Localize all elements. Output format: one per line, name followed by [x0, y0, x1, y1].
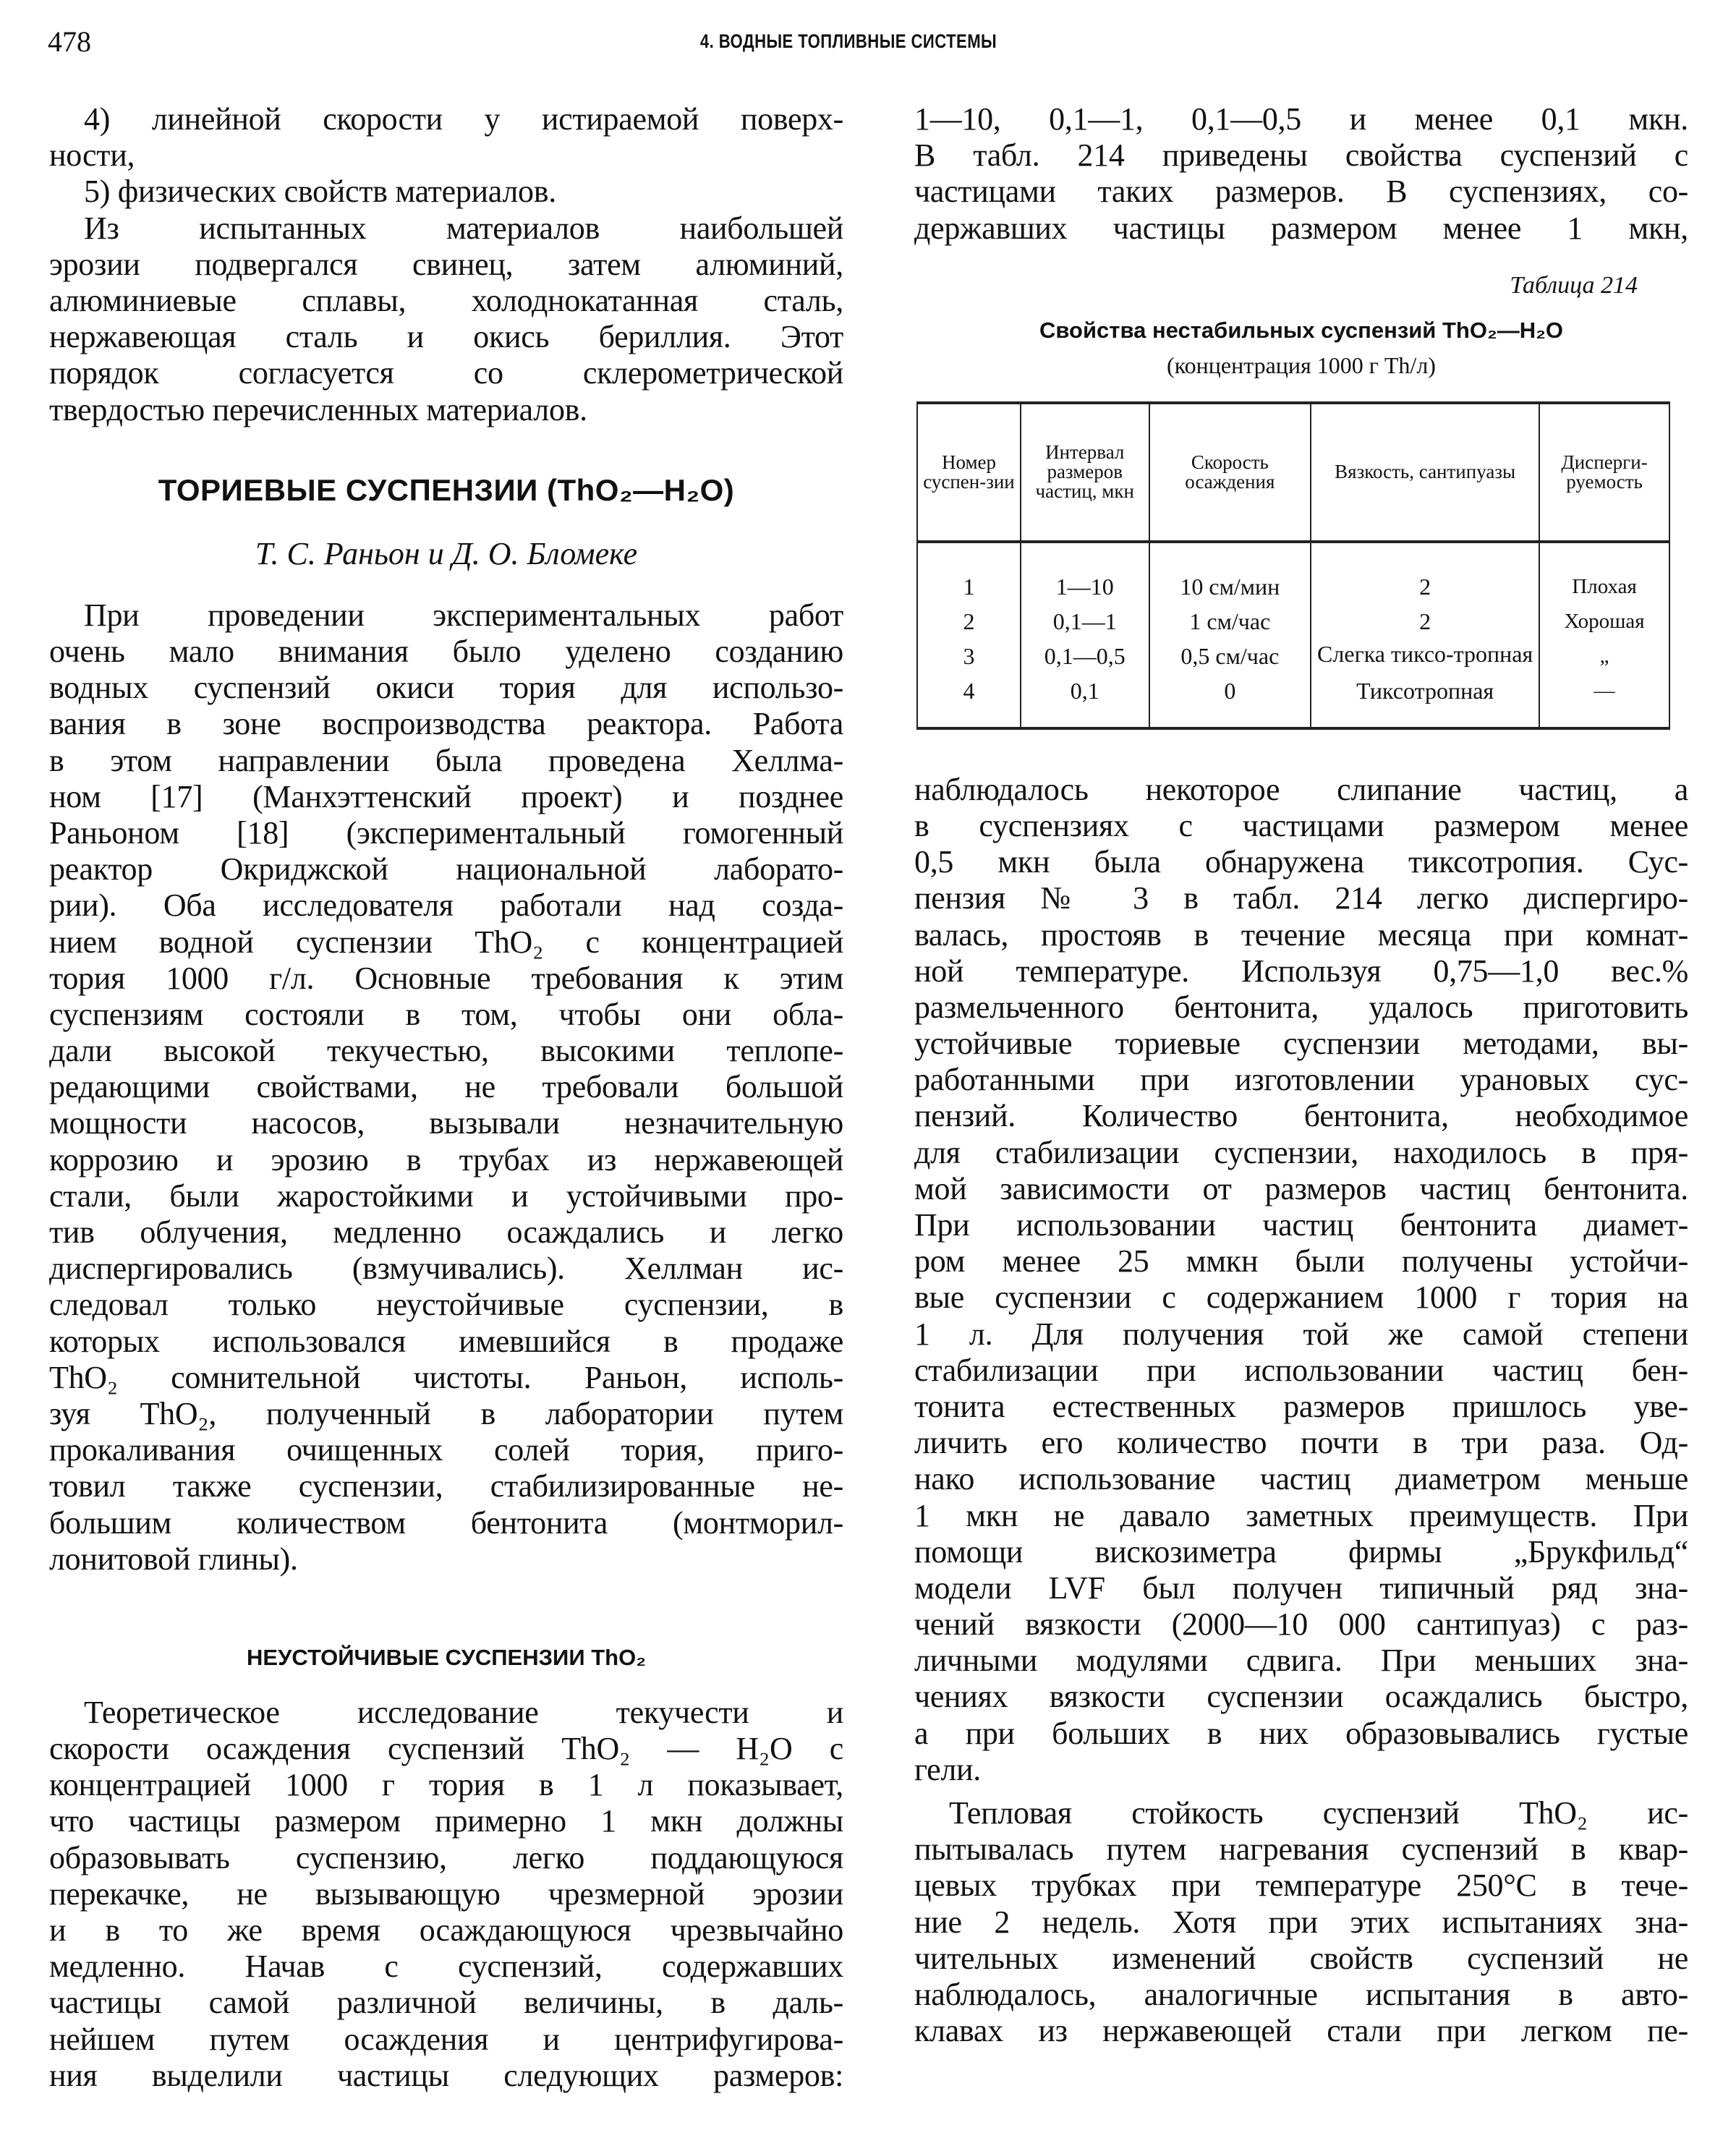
table-title: Свойства нестабильных суспензий ThO₂—H₂O	[1039, 317, 1563, 343]
table-number: Таблица 214	[1510, 271, 1638, 299]
text-line: державших частицы размером менее 1 мкн,	[914, 210, 1688, 246]
text-line: работанными при изготовлении урановых сус-	[914, 1062, 1688, 1098]
text-line: большим количеством бентонита (монтморил-	[49, 1504, 843, 1541]
text-line: стали, были жаростойкими и устойчивыми про-	[49, 1178, 843, 1214]
running-head	[0, 25, 1736, 68]
text-line: нако использование частиц диаметром меньше	[914, 1461, 1688, 1497]
text-line: скорости осаждения суспензий ThO₂ — H₂O с	[49, 1731, 843, 1767]
page-number: 478	[48, 25, 91, 58]
text-line: В табл. 214 приведены свойства суспензий с	[914, 137, 1688, 174]
text-line: гели.	[914, 1751, 982, 1787]
paragraph-intro	[49, 597, 843, 1577]
text-line: чительных изменений свойств суспензий не	[914, 1940, 1688, 1976]
text-line: которых использовался имевшийся в продаже	[49, 1323, 843, 1359]
paragraph-thermal-stability	[914, 1795, 1688, 2049]
paragraph-thixotropy	[914, 772, 1688, 1788]
cell-range: 0,1	[1021, 673, 1149, 728]
text-line: 1 мкн не давало заметных преимуществ. При	[914, 1497, 1688, 1533]
cell-num: 1	[917, 542, 1021, 604]
column-header: Дисперги-руемость	[1539, 403, 1669, 542]
text-line: редающими свойствами, не требовали большой	[49, 1069, 843, 1105]
text-line: частицы самой различной величины, в даль-	[49, 1985, 843, 2021]
cell-viscosity: Тиксотропная	[1311, 673, 1539, 728]
left-column	[49, 101, 843, 2094]
cell-dispersibility: „	[1539, 639, 1669, 673]
text-line: в этом направлении была проведена Хеллма-	[49, 742, 843, 778]
cell-speed: 10 см/мин	[1149, 542, 1311, 604]
text-line: алюминиевые сплавы, холоднокатанная сталь,	[49, 282, 843, 318]
text-line: товил также суспензии, стабилизированные не-	[49, 1468, 843, 1504]
text-line: образовывать суспензию, легко поддающуюся	[49, 1839, 843, 1875]
paragraph-unstable	[49, 1695, 843, 2094]
column-header: Интервал размеров частиц, мкн	[1021, 403, 1149, 542]
text-line: нейшем путем осаждения и центрифугирова-	[49, 2021, 843, 2057]
text-line: модели LVF был получен типичный ряд зна-	[914, 1570, 1688, 1606]
text-line: пензия № 3 в табл. 214 легко диспергиро-	[914, 880, 1688, 916]
chapter-title: 4. ВОДНЫЕ ТОПЛИВНЫЕ СИСТЕМЫ	[699, 30, 997, 52]
authors: Т. С. Раньон и Д. О. Бломеке	[255, 535, 638, 571]
text-line: коррозию и эрозию в трубах из нержавеющей	[49, 1141, 843, 1178]
text-line: помощи вискозиметра фирмы „Брукфильд“	[914, 1533, 1688, 1570]
text-line: нием водной суспензии ThO₂ с концентрацией	[49, 924, 843, 960]
table-header-row	[917, 403, 1669, 542]
subsection-title: НЕУСТОЙЧИВЫЕ СУСПЕНЗИИ ThO₂	[247, 1644, 646, 1670]
section-title: ТОРИЕВЫЕ СУСПЕНЗИИ (ThO₂—H₂O)	[158, 472, 735, 507]
text-line: и в то же время осаждающуюся чрезвычайно	[49, 1912, 843, 1948]
text-line: суспензиям состояли в том, чтобы они обла-	[49, 996, 843, 1032]
text-line: ния выделили частицы следующих размеров:	[49, 2057, 843, 2093]
properties-table	[916, 401, 1670, 730]
text-line: ной температуре. Используя 0,75—1,0 вес.%	[914, 953, 1688, 989]
text-line: эрозии подвергался свинец, затем алюминий,	[49, 246, 843, 282]
text-line: прокаливания очищенных солей тория, приго-	[49, 1432, 843, 1468]
column-header: Скорость осаждения	[1149, 403, 1311, 542]
text-line: тив облучения, медленно осаждались и легко	[49, 1214, 843, 1250]
text-line: зуя ThO₂, полученный в лаборатории путем	[49, 1395, 843, 1431]
text-line: лонитовой глины).	[49, 1541, 298, 1577]
text-line: медленно. Начав с суспензий, содержавших	[49, 1949, 843, 1985]
text-line: водных суспензий окиси тория для использо-	[49, 670, 843, 706]
cell-range: 0,1—1	[1021, 604, 1149, 639]
cell-dispersibility: Плохая	[1539, 542, 1669, 604]
text-line: размельченного бентонита, удалось приготовить	[914, 989, 1688, 1025]
cell-viscosity: 2	[1311, 542, 1539, 604]
text-line: очень мало внимания было уделено созданию	[49, 634, 843, 669]
text-line: дали высокой текучестью, высокими теплопе-	[49, 1033, 843, 1069]
text-line: следовал только неустойчивые суспензии, в	[49, 1287, 843, 1323]
cell-viscosity: Слегка тиксо-тропная	[1311, 639, 1539, 673]
text-line: ThO₂ сомнительной чистоты. Раньон, исполь-	[49, 1359, 843, 1395]
text-line: личными модулями сдвига. При меньших зна-	[914, 1643, 1688, 1679]
table-row	[917, 604, 1669, 639]
paragraph-continued	[914, 101, 1688, 247]
text-line: цевых трубках при температуре 250°С в тече-	[914, 1868, 1688, 1904]
text-line: тонита естественных размеров пришлось уве-	[914, 1388, 1688, 1424]
cell-speed: 1 см/час	[1149, 604, 1311, 639]
text-line: При использовании частиц бентонита диамет-	[914, 1207, 1688, 1243]
text-line: реактор Окриджской национальной лаборато-	[49, 851, 843, 887]
cell-viscosity: 2	[1311, 604, 1539, 639]
text-line: Тепловая стойкость суспензий ThO₂ ис-	[949, 1795, 1688, 1831]
text-line: вые суспензии с содержанием 1000 г тория на	[914, 1279, 1688, 1316]
cell-dispersibility: Хорошая	[1539, 604, 1669, 639]
text-line: стабилизации при использовании частиц бен-	[914, 1352, 1688, 1388]
text-line: устойчивые ториевые суспензии методами, вы-	[914, 1026, 1688, 1062]
text-line: 5) физических свойств материалов.	[84, 174, 556, 210]
right-column	[914, 101, 1688, 2049]
text-line: вания в зоне воспроизводства реактора. Работа	[49, 706, 843, 742]
text-line: мой зависимости от размеров частиц бентонита.	[914, 1170, 1688, 1206]
text-line: порядок согласуется со склерометрической	[49, 355, 843, 391]
text-line: ности,	[49, 137, 135, 174]
text-line: что частицы размером примерно 1 мкн должны	[49, 1803, 843, 1839]
text-line: чений вязкости (2000—10 000 сантипуаз) с раз-	[914, 1606, 1688, 1643]
cell-dispersibility: —	[1539, 673, 1669, 728]
text-line: рии). Оба исследователя работали над созда-	[49, 887, 843, 924]
cell-speed: 0,5 см/час	[1149, 639, 1311, 673]
table-row	[917, 673, 1669, 728]
text-line: пензий. Количество бентонита, необходимое	[914, 1098, 1688, 1134]
text-line: пытывалась путем нагревания суспензий в квар-	[914, 1831, 1688, 1868]
cell-num: 2	[917, 604, 1021, 639]
table-subtitle: (концентрация 1000 г Th/л)	[1167, 352, 1436, 378]
text-line: ном [17] (Манхэттенский проект) и позднее	[49, 778, 843, 814]
cell-range: 1—10	[1021, 542, 1149, 604]
text-line: 4) линейной скорости у истираемой поверх-	[84, 101, 843, 137]
text-line: наблюдалось некоторое слипание частиц, а	[914, 771, 1688, 807]
text-line: концентрацией 1000 г тория в 1 л показывает,	[49, 1767, 843, 1803]
text-line: валась, простояв в течение месяца при комнат-	[914, 916, 1688, 953]
text-line: 1—10, 0,1—1, 0,1—0,5 и менее 0,1 мкн.	[914, 101, 1688, 137]
text-line: частицами таких размеров. В суспензиях, со-	[914, 174, 1688, 210]
cell-range: 0,1—0,5	[1021, 639, 1149, 673]
table-row	[917, 639, 1669, 673]
text-line: ние 2 недель. Хотя при этих испытаниях зна-	[914, 1904, 1688, 1940]
table-block	[914, 267, 1688, 730]
table-row	[917, 542, 1669, 604]
text-line: При проведении экспериментальных работ	[84, 597, 843, 633]
text-line: нержавеющая сталь и окись бериллия. Этот	[49, 319, 843, 355]
text-line: мощности насосов, вызывали незначительную	[49, 1105, 843, 1141]
text-line: а при больших в них образовывались густые	[914, 1715, 1688, 1751]
cell-num: 3	[917, 639, 1021, 673]
column-header: Вязкость, сантипуазы	[1311, 403, 1539, 542]
text-line: тория 1000 г/л. Основные требования к этим	[49, 960, 843, 996]
cell-num: 4	[917, 673, 1021, 728]
column-header: Номер суспен-зии	[917, 403, 1021, 542]
text-line: перекачке, не вызывающую чрезмерной эрозии	[49, 1875, 843, 1912]
text-line: Из испытанных материалов наибольшей	[84, 210, 843, 246]
text-line: личить его количество почти в три раза. Од-	[914, 1425, 1688, 1461]
text-line: клавах из нержавеющей стали при легком пе-	[914, 2013, 1688, 2049]
text-line: 1 л. Для получения той же самой степени	[914, 1316, 1688, 1352]
text-line: в суспензиях с частицами размером менее	[914, 807, 1688, 843]
text-line: 0,5 мкн была обнаружена тиксотропия. Сус-	[914, 844, 1688, 880]
text-line: чениях вязкости суспензии осаждались быстро,	[914, 1679, 1688, 1715]
text-line: наблюдалось, аналогичные испытания в авто-	[914, 1976, 1688, 2012]
cell-speed: 0	[1149, 673, 1311, 728]
text-line: диспергировались (взмучивались). Хеллман ис-	[49, 1251, 843, 1287]
text-line: для стабилизации суспензии, находилось в пря-	[914, 1134, 1688, 1170]
text-line: ром менее 25 ммкн были получены устойчи-	[914, 1243, 1688, 1279]
intro-text	[49, 101, 843, 428]
text-line: Теоретическое исследование текучести и	[84, 1694, 843, 1730]
text-line: Раньоном [18] (экспериментальный гомогенный	[49, 814, 843, 851]
text-line: твердостью перечисленных материалов.	[49, 391, 587, 427]
